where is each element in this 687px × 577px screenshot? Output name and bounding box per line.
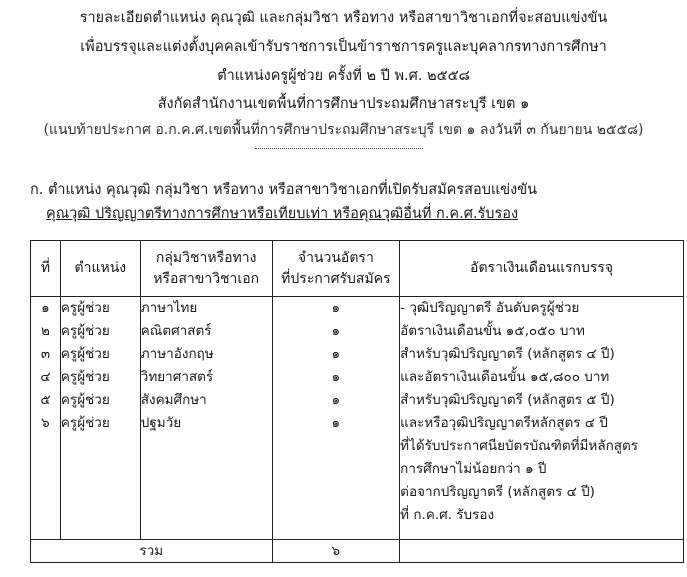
row-position: ครูผู้ช่วย [60, 346, 110, 362]
salary-line: ที่ได้รับประกาศนียบัตรบัณฑิตที่มีหลักสูตร [400, 438, 639, 454]
total-salary-empty [400, 540, 684, 563]
row-subject: สังคมศึกษา [140, 392, 207, 408]
salary-line: ที่ ก.ค.ศ. รับรอง [400, 507, 495, 523]
row-no: ๒ [41, 323, 50, 339]
row-position: ครูผู้ช่วย [60, 300, 110, 316]
header-subject-line-1: กลุ่มวิชาหรือทาง [155, 249, 257, 266]
row-quota: ๑ [331, 346, 341, 362]
row-subject: ปฐมวัย [140, 415, 182, 431]
row-no: ๓ [40, 346, 51, 362]
header-quota-line-1: จำนวนอัตรา [297, 249, 374, 266]
salary-line: สำหรับวุฒิปริญญาตรี (หลักสูตร ๕ ปี) [400, 392, 615, 408]
header-quota [272, 241, 400, 297]
row-position: ครูผู้ช่วย [60, 415, 110, 431]
row-no: ๕ [40, 392, 51, 408]
column-no [31, 297, 61, 540]
salary-line: และหรือวุฒิปริญญาตรีหลักสูตร ๔ ปี [400, 415, 608, 431]
row-no: ๔ [40, 369, 51, 385]
row-position: ครูผู้ช่วย [60, 369, 110, 385]
header-subject-line-2: หรือสาขาวิชาเอก [153, 270, 260, 287]
header-line-4: สังกัดสำนักงานเขตพื้นที่การศึกษาประถมศึกษาสระบุรี เขต ๑ [157, 96, 530, 112]
table-body-row [31, 297, 684, 540]
section-heading: ก. ตำแหน่ง คุณวุฒิ กลุ่มวิชา หรือทาง หรือสาขาวิชาเอกที่เปิดรับสมัครสอบแข่งขัน [30, 182, 538, 198]
row-quota: ๑ [331, 392, 341, 408]
section-subheading: คุณวุฒิ ปริญญาตรีทางการศึกษาหรือเทียบเท่า หรือคุณวุฒิอื่นที่ ก.ค.ศ.รับรอง [46, 206, 519, 222]
positions-table [30, 240, 684, 563]
header-line-3: ตำแหน่งครูผู้ช่วย ครั้งที่ ๒ ปี พ.ศ. ๒๕๕๘ [217, 68, 470, 84]
row-subject: วิทยาศาสตร์ [140, 369, 214, 385]
header-line-2: เพื่อบรรจุและแต่งตั้งบุคคลเข้ารับราชการเป็นข้าราชการครูและบุคลากรทางการศึกษา [80, 39, 607, 55]
row-no: ๑ [41, 300, 50, 316]
salary-line: และอัตราเงินเดือนขั้น ๑๕,๘๐๐ บาท [400, 369, 610, 385]
header-salary: อัตราเงินเดือนแรกบรรจุ [400, 241, 684, 297]
column-position [60, 297, 140, 540]
row-subject: ภาษาอังกฤษ [140, 346, 214, 362]
salary-line: อัตราเงินเดือนขั้น ๑๕,๐๕๐ บาท [400, 323, 585, 339]
row-subject: คณิตศาสตร์ [140, 323, 212, 339]
column-quota [272, 297, 400, 540]
column-salary [400, 297, 684, 540]
row-subject: ภาษาไทย [140, 300, 198, 316]
row-quota: ๑ [331, 323, 341, 339]
table-header-row [31, 241, 684, 297]
row-quota: ๑ [331, 415, 341, 431]
header-line-1: รายละเอียดตำแหน่ง คุณวุฒิ และกลุ่มวิชา หรือทาง หรือสาขาวิชาเอกที่จะสอบแข่งขัน [79, 10, 608, 26]
salary-line: สำหรับวุฒิปริญญาตรี (หลักสูตร ๔ ปี) [400, 346, 615, 362]
row-quota: ๑ [331, 300, 341, 316]
header-no: ที่ [31, 241, 61, 297]
row-no: ๖ [41, 415, 50, 431]
total-value: ๖ [272, 540, 400, 563]
header-attachment-note: (แนบท้ายประกาศ อ.ก.ค.ศ.เขตพื้นที่การศึกษาประถมศึกษาสระบุรี เขต ๑ ลงวันที่ ๓ กันยายน ๒๕๕๘) [43, 122, 644, 138]
table-total-row [31, 540, 684, 563]
header-quota-line-2: ที่ประกาศรับสมัคร [281, 270, 391, 287]
column-subject [140, 297, 272, 540]
salary-line: ต่อจากปริญญาตรี (หลักสูตร ๔ ปี) [400, 484, 595, 500]
salary-line: - วุฒิปริญญาตรี อันดับครูผู้ช่วย [400, 300, 580, 316]
row-quota: ๑ [331, 369, 341, 385]
salary-line: การศึกษาไม่น้อยกว่า ๑ ปี [400, 461, 547, 477]
header-subject [140, 241, 272, 297]
row-position: ครูผู้ช่วย [60, 323, 110, 339]
dotted-separator [255, 148, 423, 149]
row-position: ครูผู้ช่วย [60, 392, 110, 408]
header-position: ตำแหน่ง [60, 241, 140, 297]
total-label: รวม [31, 540, 273, 563]
